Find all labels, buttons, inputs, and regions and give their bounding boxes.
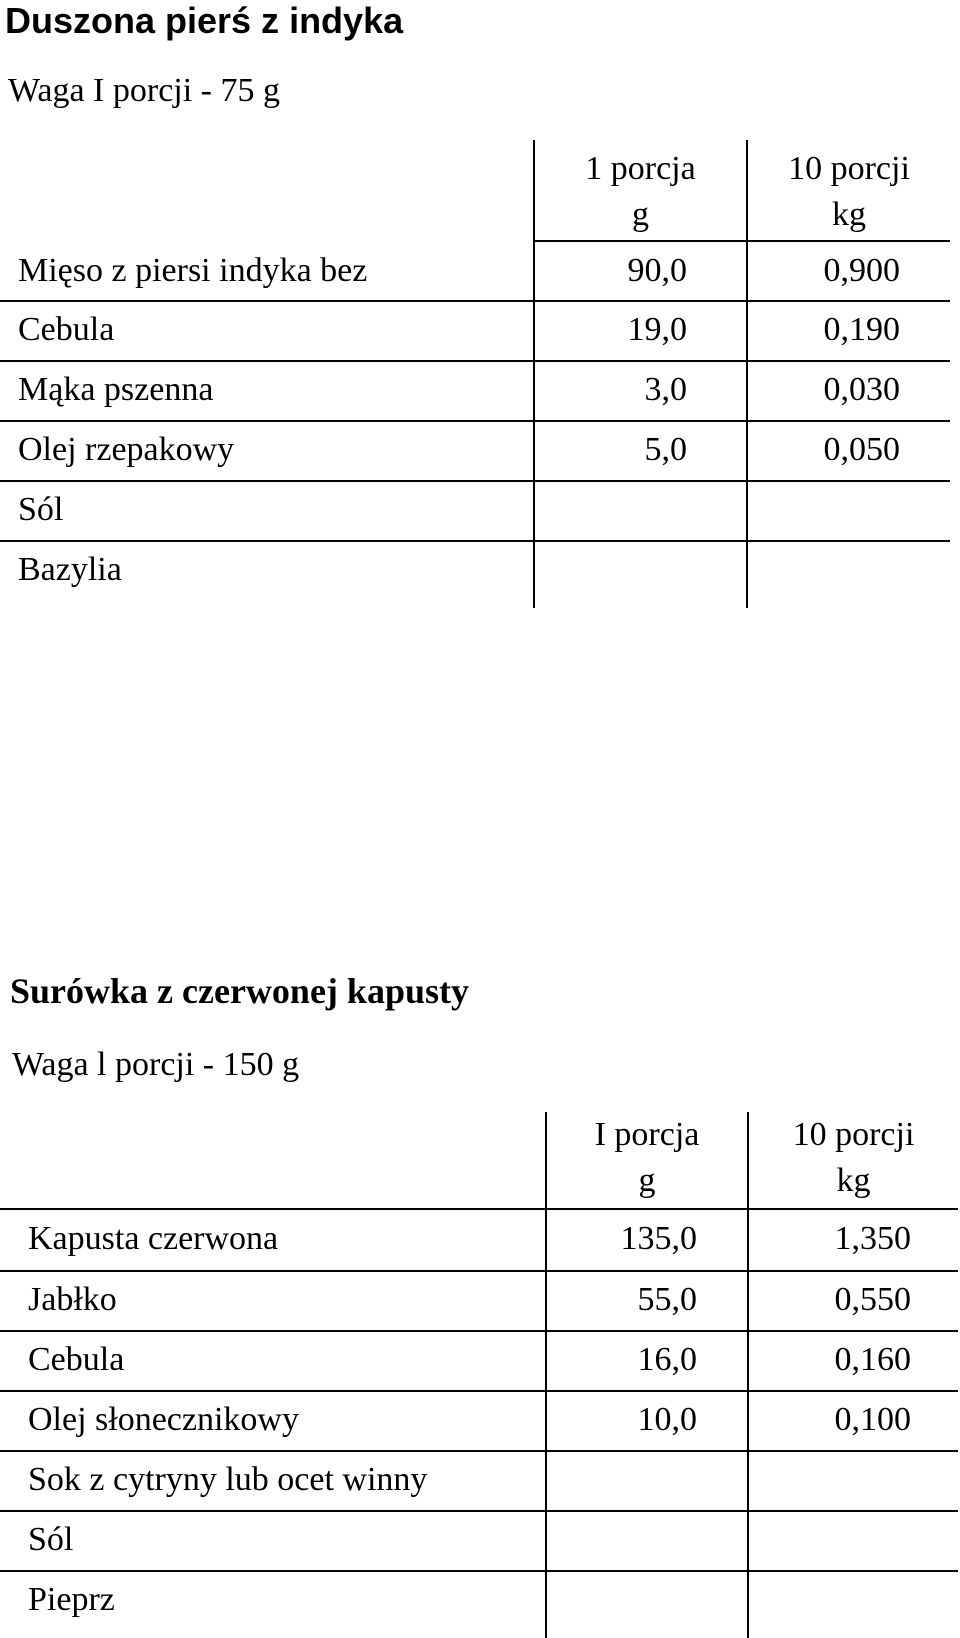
recipe1-title: Duszona pierś z indyka [5,0,404,41]
recipe2-title: Surówka z czerwonej kapusty [10,971,469,1011]
recipe1-row-5-name: Sól [18,491,64,528]
recipe2-row-rule [0,1450,958,1452]
recipe1-row-rule [0,360,950,362]
recipe2-row-4-name: Olej słonecznikowy [28,1401,299,1438]
recipe2-ingredients-table [0,1112,960,1638]
recipe2-header-rule [0,1208,958,1210]
recipe1-row-2-ten: 0,190 [823,311,900,348]
recipe1-header-ten-unit: kg [832,196,866,233]
recipe1-row-4-name: Olej rzepakowy [18,431,235,468]
recipe1-ingredients-table [0,140,950,610]
recipe2-row-1-ten: 1,350 [834,1220,911,1257]
recipe2-header-ten-portions: 10 porcji [792,1116,915,1153]
recipe2-row-3-one: 16,0 [637,1341,697,1378]
recipe2-row-rule [0,1510,958,1512]
recipe1-row-rule [0,300,950,302]
recipe2-row-3-ten: 0,160 [834,1341,911,1378]
recipe1-header-ten-portions: 10 porcji [788,150,910,187]
recipe2-row-2-ten: 0,550 [834,1281,911,1318]
recipe2-row-rule [0,1270,958,1272]
recipe1-row-2-one: 19,0 [627,311,687,348]
recipe2-header-ten-unit: kg [836,1162,871,1199]
recipe1-row-2-name: Cebula [18,311,115,348]
recipe2-row-3-name: Cebula [28,1341,125,1378]
recipe2-row-rule [0,1570,958,1572]
recipe2-header-one-unit: g [638,1162,656,1199]
recipe1-row-rule [0,480,950,482]
recipe1-row-4-ten: 0,050 [823,431,900,468]
recipe2-row-2-name: Jabłko [28,1281,117,1318]
recipe1-portion-weight: Waga I porcji - 75 g [8,72,280,109]
recipe1-row-3-ten: 0,030 [823,371,900,408]
recipe2-row-rule [0,1390,958,1392]
recipe2-row-1-name: Kapusta czerwona [28,1220,279,1257]
recipe2-row-6-name: Sól [28,1521,74,1558]
recipe2-row-4-ten: 0,100 [834,1401,911,1438]
recipe2-row-4-one: 10,0 [637,1401,697,1438]
recipe2-header-one-portion: I porcja [594,1116,700,1153]
recipe1-header-one-portion: 1 porcja [585,150,696,187]
recipe2-portion-weight: Waga l porcji - 150 g [12,1046,300,1083]
recipe2-row-5-name: Sok z cytryny lub ocet winny [28,1461,428,1498]
recipe1-header-rule [535,240,950,242]
recipe1-row-rule [0,540,950,542]
recipe2-row-rule [0,1330,958,1332]
recipe1-row-3-name: Mąka pszenna [18,371,214,408]
recipe1-header-one-unit: g [632,196,649,233]
recipe1-row-1-name: Mięso z piersi indyka bez [18,252,368,289]
recipe1-row-4-one: 5,0 [644,431,687,468]
recipe2-row-1-one: 135,0 [620,1220,697,1257]
recipe1-row-3-one: 3,0 [644,371,687,408]
recipe1-row-1-ten: 0,900 [823,252,900,289]
recipe1-row-rule [0,420,950,422]
recipe1-row-6-name: Bazylia [18,551,122,588]
recipe2-row-7-name: Pieprz [28,1581,115,1618]
recipe2-row-2-one: 55,0 [637,1281,697,1318]
recipe1-row-1-one: 90,0 [627,252,687,289]
